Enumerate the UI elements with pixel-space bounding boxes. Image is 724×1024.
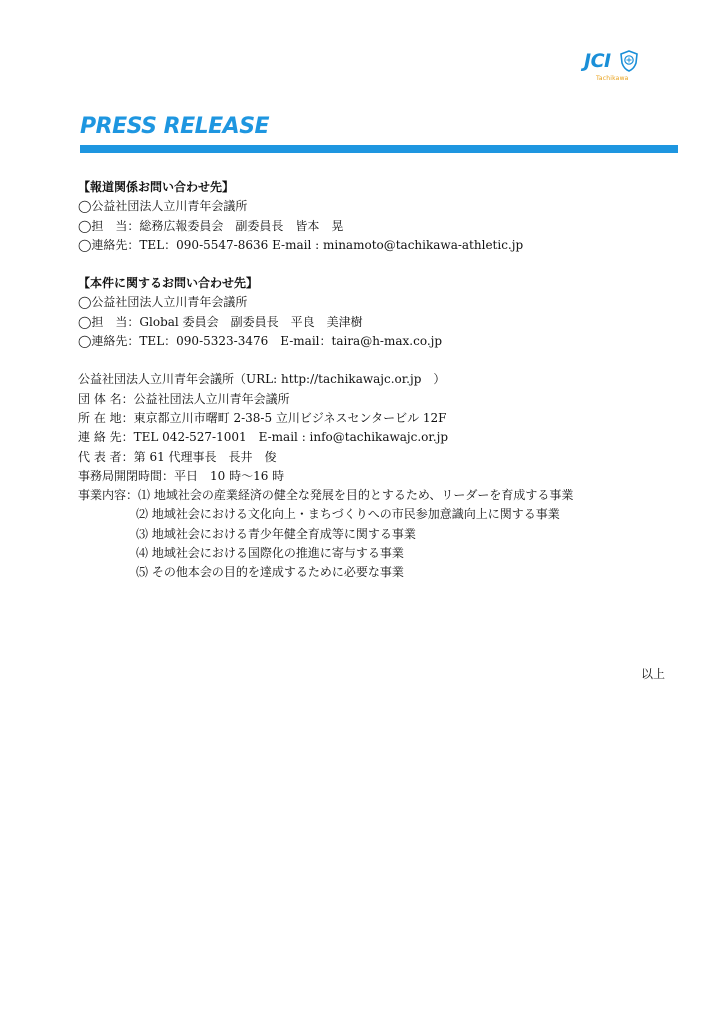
business-item-1: 事業内容：⑴ 地域社会の産業経済の健全な発展を目的とするため、リーダーを育成する事業: [78, 488, 574, 503]
inquiry-contact-org: ◯公益社団法人立川青年会議所: [78, 295, 248, 310]
press-contact-org: ◯公益社団法人立川青年会議所: [78, 199, 248, 214]
inquiry-contact-heading: 【本件に関するお問い合わせ先】: [78, 276, 259, 291]
office-hours: 事務局開閉時間：平日 10 時～16 時: [78, 468, 285, 483]
closing-mark: 以上: [641, 667, 666, 681]
inquiry-contact-person: ◯担 当：Global 委員会 副委員長 平良 美津樹: [78, 314, 363, 329]
document-body: [78, 178, 678, 583]
inquiry-contact-details: ◯連絡先：TEL：090-5323-3476 E-mail：taira@h-max.co.jp: [78, 334, 443, 349]
press-contact-details: ◯連絡先：TEL：090-5547-8636 E-mail : minamoto@tachikawa-athletic.jp: [78, 237, 524, 252]
press-contact-person: ◯担 当：総務広報委員会 副委員長 皆本 晃: [78, 218, 344, 233]
spacer: [78, 255, 678, 274]
business-item-2: ⑵ 地域社会における文化向上・まちづくりへの市民参加意識向上に関する事業: [136, 507, 560, 522]
spacer: [78, 351, 678, 370]
business-item-3: ⑶ 地域社会における青少年健全育成等に関する事業: [136, 526, 416, 541]
org-contact: 連 絡 先：TEL 042-527-1001 E-mail : info@tachikawajc.or.jp: [78, 430, 449, 445]
logo-text: JCI: [584, 50, 611, 72]
org-name-url: 公益社団法人立川青年会議所（URL: http://tachikawajc.or.jp ）: [78, 372, 446, 387]
business-item-4: ⑷ 地域社会における国際化の推進に寄与する事業: [136, 546, 404, 561]
title-underline-bar: [80, 145, 678, 153]
shield-emblem-icon: [619, 50, 639, 72]
press-release-title: PRESS RELEASE: [80, 114, 270, 139]
press-contact-heading: 【報道関係お問い合わせ先】: [78, 180, 235, 194]
business-item-5: ⑸ その他本会の目的を達成するために必要な事業: [136, 565, 404, 580]
logo-subtitle: Tachikawa: [596, 75, 629, 82]
org-representative: 代 表 者：第 61 代理事長 長井 俊: [78, 449, 277, 464]
org-address: 所 在 地：東京都立川市曙町 2-38-5 立川ビジネスセンタービル 12F: [78, 410, 447, 425]
jci-logo: [584, 44, 664, 90]
org-entity-name: 団 体 名：公益社団法人立川青年会議所: [78, 391, 290, 406]
